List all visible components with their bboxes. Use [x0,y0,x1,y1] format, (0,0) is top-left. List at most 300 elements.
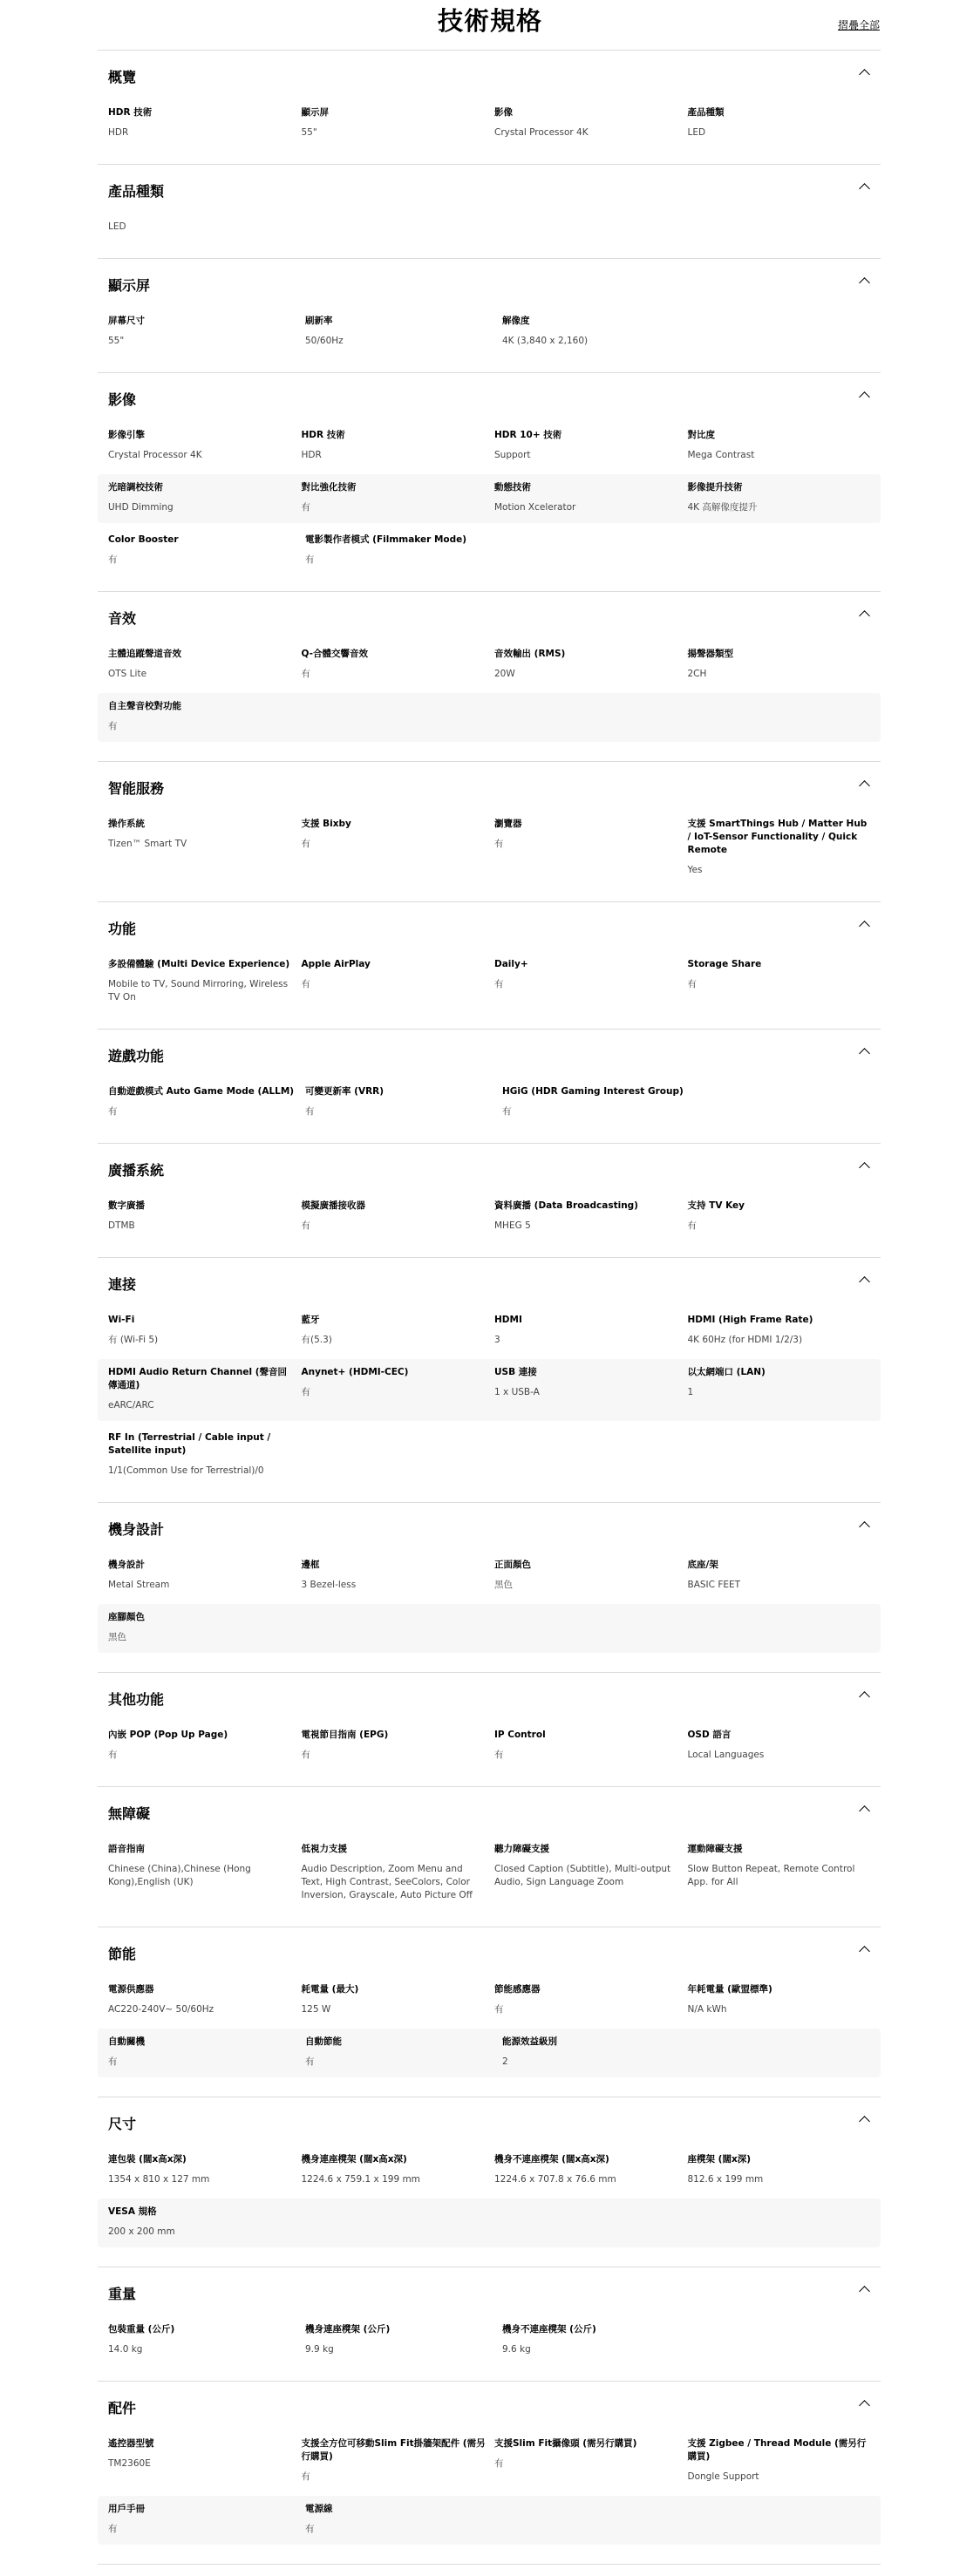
spec-value: 有 [494,2004,504,2015]
spec-section [98,165,881,259]
spec-label: 以太網端口 (LAN) [687,1367,766,1377]
spec-value: 125 W [301,2004,331,2015]
spec-item [108,2036,305,2069]
spec-label: 影像提升技術 [687,482,743,493]
spec-label: 自動節能 [305,2036,342,2047]
spec-label: HDR 技術 [301,430,345,440]
section-header[interactable] [98,1258,881,1307]
spec-row [98,1307,881,1356]
section-header[interactable] [98,1144,881,1193]
spec-item [688,1843,881,1902]
chevron-up-icon[interactable] [859,277,870,289]
spec-value: 有 [301,1220,310,1231]
chevron-up-icon[interactable] [859,391,870,403]
chevron-up-icon[interactable] [859,1691,870,1703]
spec-row [98,214,881,242]
spec-label: Daily+ [494,959,528,969]
spec-label: 正面顏色 [494,1560,531,1570]
spec-row [98,474,881,523]
spec-value: 有 [301,1387,310,1397]
spec-value: Mega Contrast [687,450,755,460]
section-title: 功能 [108,921,137,937]
spec-label: Wi-Fi [108,1315,135,1325]
spec-label: 年耗電量 (歐盟標準) [687,1984,772,1995]
spec-value: Metal Stream [108,1580,170,1590]
section-header[interactable] [98,902,881,951]
spec-label: 機身設計 [108,1560,145,1570]
spec-label: 內嵌 POP (Pop Up Page) [108,1730,228,1740]
spec-value: Crystal Processor 4K [494,127,589,138]
spec-item [108,818,302,877]
spec-row [98,1976,881,2025]
spec-item [302,481,495,514]
spec-item [108,1431,305,1478]
section-header[interactable] [98,2097,881,2146]
spec-value: 有 [502,1106,512,1117]
spec-item [302,2153,495,2186]
chevron-up-icon[interactable] [859,2116,870,2127]
spec-section [98,1787,881,1927]
spec-item [688,481,881,514]
spec-value: MHEG 5 [494,1220,531,1231]
spec-item [108,429,302,462]
spec-row [98,2199,881,2247]
chevron-up-icon[interactable] [859,1162,870,1173]
spec-row [98,308,881,357]
spec-value: OTS Lite [108,669,147,679]
spec-label: 聽力障礙支援 [494,1844,549,1854]
section-header[interactable] [98,259,881,308]
section-header[interactable] [98,1787,881,1836]
spec-label: 機身連座櫈架 (闊x高x深) [301,2154,407,2165]
spec-item [302,1729,495,1762]
spec-value: LED [687,127,706,138]
spec-section [98,259,881,373]
spec-item [108,106,302,139]
spec-value: 1224.6 x 707.8 x 76.6 mm [494,2174,616,2185]
spec-value: 2CH [687,669,707,679]
spec-value: 有 [301,1750,310,1760]
spec-row [98,811,881,886]
spec-section [98,1030,881,1144]
spec-section [98,1144,881,1258]
spec-label: 語音指南 [108,1844,145,1854]
spec-value: TM2360E [108,2458,151,2469]
spec-value: 14.0 kg [108,2344,143,2355]
spec-value: 有 [301,839,310,849]
spec-label: 自動遊戲模式 Auto Game Mode (ALLM) [108,1086,295,1097]
section-title: 重量 [108,2286,137,2302]
spec-row [98,2316,881,2365]
spec-item [494,106,688,139]
spec-value: DTMB [108,1220,135,1231]
spec-item [494,481,688,514]
spec-item [305,315,502,348]
chevron-up-icon[interactable] [859,1946,870,1957]
spec-value: 1/1(Common Use for Terrestrial)/0 [108,1465,264,1476]
chevron-up-icon[interactable] [859,921,870,932]
chevron-up-icon[interactable] [859,610,870,622]
spec-section [98,1927,881,2097]
spec-label: Storage Share [687,959,762,969]
spec-item [108,534,305,567]
spec-row [98,422,881,471]
section-title: 智能服務 [108,780,165,797]
spec-value: N/A kWh [687,2004,727,2015]
spec-label: 音效輸出 (RMS) [494,649,566,659]
spec-item [502,2036,699,2069]
section-header[interactable] [98,2267,881,2316]
spec-row [98,2146,881,2195]
spec-item [688,1366,881,1412]
spec-label: 顯示屏 [301,107,329,118]
spec-label: 支持 TV Key [687,1200,745,1211]
spec-section [98,2382,881,2565]
spec-value: 有 [301,669,310,679]
spec-item [302,818,495,877]
spec-label: HDR 10+ 技術 [494,430,562,440]
chevron-up-icon[interactable] [859,183,870,194]
spec-item [302,1200,495,1233]
spec-row [98,1836,881,1911]
spec-label: 動態技術 [494,482,531,493]
spec-item [494,2437,688,2484]
spec-label: 電影製作者模式 (Filmmaker Mode) [305,534,467,545]
spec-item [502,315,699,348]
spec-section [98,51,881,165]
spec-item [688,1200,881,1233]
spec-label: 機身不連座櫈架 (公斤) [502,2324,596,2335]
spec-row [98,951,881,1013]
spec-section [98,373,881,592]
spec-row [98,1193,881,1241]
spec-section [98,2267,881,2382]
spec-item [108,700,305,733]
spec-item [494,429,688,462]
spec-value: 有 (Wi-Fi 5) [108,1335,159,1345]
spec-item [494,818,688,877]
spec-item [302,2437,495,2484]
spec-row [98,2430,881,2492]
spec-item [688,818,881,877]
spec-label: 用戶手冊 [108,2504,145,2514]
spec-item [108,1611,305,1644]
chevron-up-icon[interactable] [859,1805,870,1817]
spec-label: Q-合體交響音效 [301,649,368,659]
spec-label: HDMI [494,1315,522,1325]
spec-label: 影像 [494,107,513,118]
spec-item [302,1314,495,1347]
spec-label: 產品種類 [687,107,725,118]
spec-label: 電源線 [305,2504,333,2514]
section-title: 廣播系統 [108,1162,165,1179]
spec-value: Yes [687,865,703,875]
spec-value: 有 [108,2056,118,2067]
spec-item [108,1085,305,1118]
spec-label: 自主聲音校對功能 [108,701,181,711]
spec-label: 刷新率 [305,316,333,326]
spec-item [688,106,881,139]
spec-item [494,1200,688,1233]
spec-item [688,2153,881,2186]
spec-label: 對比強化技術 [301,482,357,493]
section-title: 機身設計 [108,1521,165,1538]
section-header[interactable] [98,1503,881,1552]
spec-label: 光暗調校技術 [108,482,163,493]
spec-label: 低視力支援 [301,1844,347,1854]
spec-label: Color Booster [108,534,179,545]
spec-value: 有 [305,1106,315,1117]
spec-label: 操作系統 [108,819,145,829]
spec-value: 1 x USB-A [494,1387,540,1397]
spec-label: HGiG (HDR Gaming Interest Group) [502,1086,684,1097]
spec-item [688,1729,881,1762]
spec-label: 包裝重量 (公斤) [108,2324,175,2335]
spec-value: Tizen™ Smart TV [108,839,187,849]
spec-value: 有(5.3) [301,1335,332,1345]
spec-item [302,429,495,462]
spec-label: 能源效益級別 [502,2036,557,2047]
spec-section [98,2097,881,2267]
spec-item [688,1559,881,1592]
spec-row [98,1552,881,1601]
spec-item [108,481,302,514]
spec-label: 揚聲器類型 [687,649,733,659]
spec-label: USB 連接 [494,1367,537,1377]
spec-row [98,693,881,742]
spec-item [494,958,688,1004]
section-title: 尺寸 [108,2116,137,2132]
spec-label: 屏幕尺寸 [108,316,145,326]
spec-value: 3 [494,1335,500,1345]
spec-value: 1224.6 x 759.1 x 199 mm [301,2174,420,2185]
spec-section [98,1258,881,1503]
section-title: 產品種類 [108,183,165,200]
spec-label: VESA 規格 [108,2206,157,2217]
spec-item [305,2323,502,2356]
spec-label: HDR 技術 [108,107,153,118]
spec-label: 電視節目指南 (EPG) [301,1730,389,1740]
chevron-up-icon[interactable] [859,1276,870,1288]
spec-value: 有 [108,554,118,565]
spec-value: 200 x 200 mm [108,2226,175,2237]
spec-item [108,1559,302,1592]
spec-item [494,2153,688,2186]
spec-value: 有 [108,1106,118,1117]
spec-value: Motion Xcelerator [494,502,576,513]
spec-item [688,1983,881,2016]
spec-value: 有 [301,2471,310,2482]
spec-row [98,1359,881,1421]
spec-label: 資料廣播 (Data Broadcasting) [494,1200,638,1211]
spec-label: 自動關機 [108,2036,145,2047]
spec-label: 支援 Bixby [301,819,351,829]
section-header[interactable] [98,1673,881,1722]
spec-label: 可變更新率 (VRR) [305,1086,385,1097]
spec-item [688,1314,881,1347]
spec-value: LED [108,221,126,232]
spec-value: 55" [301,127,317,138]
spec-label: 數字廣播 [108,1200,145,1211]
section-title: 配件 [108,2400,137,2416]
spec-row [98,1604,881,1653]
spec-item [494,648,688,681]
spec-label: 機身不連座櫈架 (闊x高x深) [494,2154,609,2165]
spec-item [688,2437,881,2484]
spec-item [108,315,305,348]
spec-label: 座腳顏色 [108,1612,145,1622]
spec-row [98,1078,881,1127]
section-header[interactable] [98,51,881,99]
spec-label: 瀏覽器 [494,819,522,829]
spec-label: 座櫈架 (闊x深) [687,2154,752,2165]
spec-item [305,534,502,567]
spec-item [108,648,302,681]
section-header[interactable] [98,165,881,214]
spec-row [98,1424,881,1486]
spec-value: 9.9 kg [305,2344,334,2355]
spec-label: 電源供應器 [108,1984,154,1995]
spec-item [108,1843,302,1902]
chevron-up-icon[interactable] [859,780,870,792]
spec-value: 50/60Hz [305,336,344,346]
spec-value: 812.6 x 199 mm [687,2174,764,2185]
spec-item [494,1314,688,1347]
spec-label: 機身連座櫈架 (公斤) [305,2324,391,2335]
spec-label: 底座/架 [687,1560,718,1570]
spec-item [494,1843,688,1902]
spec-section [98,762,881,902]
section-header[interactable] [98,762,881,811]
spec-value: BASIC FEET [687,1580,741,1590]
spec-label: 節能感應器 [494,1984,541,1995]
spec-value: 4K 60Hz (for HDMI 1/2/3) [687,1335,803,1345]
spec-value: Mobile to TV, Sound Mirroring, Wireless TV On [108,979,289,1003]
spec-item [494,1983,688,2016]
spec-value: Closed Caption (Subtitle), Multi-output Audio, Sign Language Zoom [494,1864,671,1887]
spec-value: 有 [305,554,315,565]
spec-label: 主體追蹤聲道音效 [108,649,181,659]
spec-value: 3 Bezel-less [301,1580,357,1590]
spec-value: 1 [687,1387,694,1397]
spec-row [98,2496,881,2545]
spec-item [502,1085,699,1118]
spec-label: 支援 Zigbee / Thread Module (需另行購買) [687,2438,867,2462]
chevron-up-icon[interactable] [859,2286,870,2297]
spec-section [98,902,881,1030]
spec-item [108,2503,305,2536]
spec-value: 2 [502,2056,508,2067]
spec-item [108,2153,302,2186]
spec-label: 耗電量 (最大) [301,1984,359,1995]
spec-value: 有 [687,979,697,989]
spec-label: RF In (Terrestrial / Cable input / Satellite input) [108,1432,271,1456]
spec-item [688,958,881,1004]
spec-value: eARC/ARC [108,1400,154,1410]
spec-item [688,429,881,462]
spec-label: 解像度 [502,316,530,326]
spec-value: Audio Description, Zoom Menu and Text, High Contrast, SeeColors, Color Inversion, Grayscale, Auto Picture Off [301,1864,473,1900]
spec-label: 模擬廣播接收器 [301,1200,365,1211]
spec-item [494,1366,688,1412]
section-header[interactable] [98,1030,881,1078]
spec-label: HDMI Audio Return Channel (聲音回傳通道) [108,1367,288,1390]
chevron-up-icon[interactable] [859,2400,870,2411]
spec-label: OSD 語言 [687,1730,732,1740]
spec-item [302,648,495,681]
spec-item [108,1729,302,1762]
spec-label: 藍牙 [301,1315,320,1325]
section-header[interactable] [98,1927,881,1976]
spec-value: 黑色 [108,1632,126,1642]
spec-value: 有 [494,2458,504,2469]
chevron-up-icon[interactable] [859,1521,870,1533]
spec-item [302,1559,495,1592]
chevron-up-icon[interactable] [859,1048,870,1059]
chevron-up-icon[interactable] [859,69,870,80]
spec-value: Chinese (China),Chinese (Hong Kong),English (UK) [108,1864,251,1887]
spec-label: Apple AirPlay [301,959,371,969]
spec-value: Dongle Support [687,2471,759,2482]
section-title: 無障礙 [108,1805,151,1822]
section-header[interactable] [98,2382,881,2430]
spec-item [302,958,495,1004]
spec-item [108,2437,302,2484]
spec-label: 多設備體驗 (Multi Device Experience) [108,959,290,969]
spec-row [98,99,881,148]
spec-value: 有 [108,721,118,731]
spec-label: Anynet+ (HDMI-CEC) [301,1367,409,1377]
spec-item [108,1200,302,1233]
page-title: 技術規格 [437,6,542,36]
spec-label: HDMI (High Frame Rate) [687,1315,813,1325]
spec-label: 遙控器型號 [108,2438,154,2449]
spec-value: 有 [494,979,504,989]
spec-item [108,1983,302,2016]
spec-item [302,1843,495,1902]
spec-value: Slow Button Repeat, Remote Control App. for All [687,1864,855,1887]
spec-value: 有 [108,1750,118,1760]
spec-value: 黑色 [494,1580,513,1590]
spec-label: 運動障礙支援 [687,1844,743,1854]
spec-item [302,1366,495,1412]
section-header[interactable] [98,373,881,422]
spec-value: 有 [305,2056,315,2067]
spec-value: HDR [301,450,322,460]
section-header[interactable] [98,592,881,641]
spec-item [108,2323,305,2356]
spec-value: 1354 x 810 x 127 mm [108,2174,210,2185]
section-title: 其他功能 [108,1691,165,1708]
section-title: 概覽 [108,69,137,85]
spec-label: 邊框 [301,1560,320,1570]
section-title: 遊戲功能 [108,1048,165,1064]
spec-item [108,1366,302,1412]
spec-value: 55" [108,336,125,346]
spec-item [108,1314,302,1347]
spec-section [98,1673,881,1787]
spec-item [302,106,495,139]
spec-value: Crystal Processor 4K [108,450,202,460]
spec-value: 有 [494,1750,504,1760]
spec-row [98,527,881,575]
spec-label: 支援全方位可移動Slim Fit掛牆架配件 (需另行購買) [301,2438,486,2462]
section-title: 音效 [108,610,137,627]
collapse-all-link[interactable]: 摺疊全部 [837,19,880,31]
spec-label: 支援Slim Fit攝像頭 (需另行購買) [494,2438,637,2449]
spec-row [98,641,881,690]
spec-value: 有 [108,2524,118,2534]
